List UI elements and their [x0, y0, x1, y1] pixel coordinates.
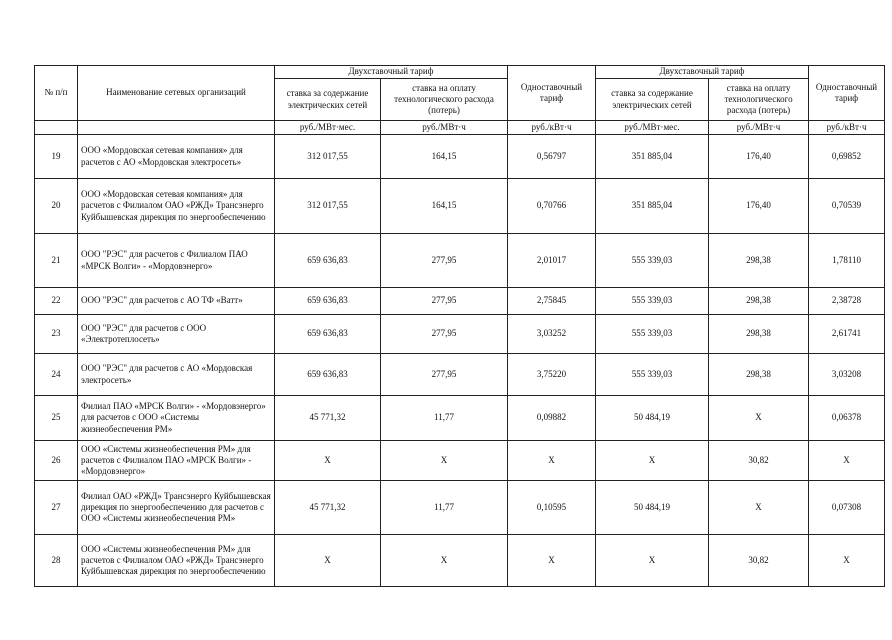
row-maintenance-2: 555 339,03	[596, 234, 709, 288]
units-row	[35, 121, 885, 135]
row-number: 23	[35, 315, 78, 354]
row-maintenance-1: 659 636,83	[275, 354, 381, 396]
row-maintenance-2: 50 484,19	[596, 396, 709, 441]
table-row	[35, 288, 885, 315]
header-one-part-1: Одноставочный тариф	[508, 66, 596, 121]
row-losses-1: 164,15	[381, 179, 508, 234]
row-organization: ООО «Мордовская сетевая компания» для расчетов с АО «Мордовская электросеть»	[78, 135, 275, 179]
row-losses-2: 298,38	[709, 288, 809, 315]
row-losses-2: 298,38	[709, 234, 809, 288]
table-row	[35, 135, 885, 179]
row-maintenance-1: X	[275, 441, 381, 481]
row-maintenance-2: 351 885,04	[596, 135, 709, 179]
row-losses-2: 30,82	[709, 535, 809, 587]
row-losses-2: X	[709, 396, 809, 441]
row-maintenance-1: 45 771,32	[275, 481, 381, 535]
unit-one-part-1: руб./кВт·ч	[508, 121, 596, 135]
row-one-part-1: 0,09882	[508, 396, 596, 441]
table-row	[35, 234, 885, 288]
header-number: № п/п	[35, 66, 78, 121]
row-losses-2: 176,40	[709, 179, 809, 234]
row-maintenance-2: 351 885,04	[596, 179, 709, 234]
row-one-part-2: 2,38728	[809, 288, 885, 315]
row-losses-1: 164,15	[381, 135, 508, 179]
row-number: 20	[35, 179, 78, 234]
row-maintenance-1: 659 636,83	[275, 315, 381, 354]
row-one-part-1: 3,03252	[508, 315, 596, 354]
row-one-part-1: X	[508, 535, 596, 587]
row-losses-1: X	[381, 535, 508, 587]
row-one-part-1: 2,01017	[508, 234, 596, 288]
row-losses-1: 277,95	[381, 234, 508, 288]
row-number: 24	[35, 354, 78, 396]
unit-maintenance-1: руб./МВт·мес.	[275, 121, 381, 135]
row-one-part-2: 3,03208	[809, 354, 885, 396]
row-organization: ООО «Системы жизнеобеспечения РМ» для расчетов с Филиалом ПАО «МРСК Волги» - «Мордовэнерго»	[78, 441, 275, 481]
row-organization: Филиал ПАО «МРСК Волги» - «Мордовэнерго» для расчетов с ООО «Системы жизнеобеспечения РМ»	[78, 396, 275, 441]
row-maintenance-1: 659 636,83	[275, 288, 381, 315]
row-losses-1: X	[381, 441, 508, 481]
row-losses-1: 277,95	[381, 354, 508, 396]
row-losses-2: 176,40	[709, 135, 809, 179]
row-one-part-2: X	[809, 441, 885, 481]
row-organization: Филиал ОАО «РЖД» Трансэнерго Куйбышевская дирекция по энергообеспечению для расчетов с ООО «Системы жизнеобеспечения РМ»	[78, 481, 275, 535]
row-one-part-1: 3,75220	[508, 354, 596, 396]
row-number: 21	[35, 234, 78, 288]
row-organization: ООО "РЭС" для расчетов с АО ТФ «Ватт»	[78, 288, 275, 315]
row-losses-1: 277,95	[381, 288, 508, 315]
row-losses-1: 11,77	[381, 481, 508, 535]
table-row	[35, 441, 885, 481]
header-maintenance-1: ставка за содержание электрических сетей	[275, 79, 381, 121]
table-row	[35, 315, 885, 354]
row-organization: ООО "РЭС" для расчетов с АО «Мордовская электросеть»	[78, 354, 275, 396]
row-organization: ООО "РЭС" для расчетов с Филиалом ПАО «МРСК Волги» - «Мордовэнерго»	[78, 234, 275, 288]
header-losses-2: ставка на оплату технологического расхода (потерь)	[709, 79, 809, 121]
row-losses-2: X	[709, 481, 809, 535]
row-one-part-2: 0,70539	[809, 179, 885, 234]
row-losses-2: 298,38	[709, 315, 809, 354]
unit-maintenance-2: руб./МВт·мес.	[596, 121, 709, 135]
table-row	[35, 396, 885, 441]
unit-losses-1: руб./МВт·ч	[381, 121, 508, 135]
table-row	[35, 535, 885, 587]
row-maintenance-2: 555 339,03	[596, 354, 709, 396]
row-one-part-2: 0,06378	[809, 396, 885, 441]
row-number: 25	[35, 396, 78, 441]
row-one-part-1: 2,75845	[508, 288, 596, 315]
row-one-part-1: X	[508, 441, 596, 481]
row-one-part-2: 0,69852	[809, 135, 885, 179]
header-two-part-2: Двухставочный тариф	[596, 66, 809, 79]
row-maintenance-2: X	[596, 535, 709, 587]
row-one-part-2: 1,78110	[809, 234, 885, 288]
tariff-table	[34, 65, 885, 587]
row-maintenance-1: X	[275, 535, 381, 587]
row-one-part-2: 2,61741	[809, 315, 885, 354]
header-maintenance-2: ставка за содержание электрических сетей	[596, 79, 709, 121]
row-losses-1: 11,77	[381, 396, 508, 441]
row-maintenance-1: 312 017,55	[275, 135, 381, 179]
table-row	[35, 354, 885, 396]
row-maintenance-1: 312 017,55	[275, 179, 381, 234]
row-organization: ООО «Системы жизнеобеспечения РМ» для расчетов с Филиалом ОАО «РЖД» Трансэнерго Куйбышевская дирекция по энергообеспечению	[78, 535, 275, 587]
row-maintenance-1: 45 771,32	[275, 396, 381, 441]
row-number: 27	[35, 481, 78, 535]
row-number: 26	[35, 441, 78, 481]
row-number: 22	[35, 288, 78, 315]
row-maintenance-1: 659 636,83	[275, 234, 381, 288]
table-row	[35, 179, 885, 234]
row-one-part-1: 0,10595	[508, 481, 596, 535]
row-losses-2: 30,82	[709, 441, 809, 481]
row-one-part-1: 0,56797	[508, 135, 596, 179]
row-number: 28	[35, 535, 78, 587]
header-name: Наименование сетевых организаций	[78, 66, 275, 121]
row-number: 19	[35, 135, 78, 179]
row-one-part-2: 0,07308	[809, 481, 885, 535]
row-organization: ООО "РЭС" для расчетов с ООО «Электротеплосеть»	[78, 315, 275, 354]
row-one-part-1: 0,70766	[508, 179, 596, 234]
row-maintenance-2: 555 339,03	[596, 315, 709, 354]
header-one-part-2: Одноставочный тариф	[809, 66, 885, 121]
unit-empty	[35, 121, 78, 135]
row-one-part-2: X	[809, 535, 885, 587]
row-maintenance-2: 555 339,03	[596, 288, 709, 315]
row-maintenance-2: X	[596, 441, 709, 481]
row-maintenance-2: 50 484,19	[596, 481, 709, 535]
unit-one-part-2: руб./кВт·ч	[809, 121, 885, 135]
table-row	[35, 481, 885, 535]
row-losses-1: 277,95	[381, 315, 508, 354]
unit-losses-2: руб./МВт·ч	[709, 121, 809, 135]
header-two-part-1: Двухставочный тариф	[275, 66, 508, 79]
header-losses-1: ставка на оплату технологического расхода (потерь)	[381, 79, 508, 121]
row-losses-2: 298,38	[709, 354, 809, 396]
unit-empty	[78, 121, 275, 135]
row-organization: ООО «Мордовская сетевая компания» для расчетов с Филиалом ОАО «РЖД» Трансэнерго Куйбышевская дирекция по энергообеспечению	[78, 179, 275, 234]
